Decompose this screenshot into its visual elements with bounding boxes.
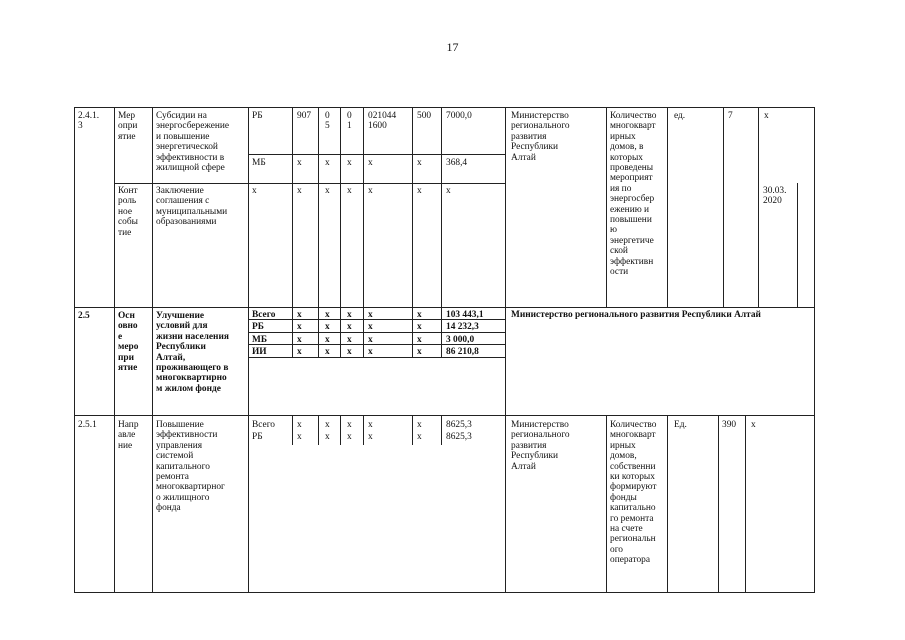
code-cell: х: [417, 420, 422, 430]
border-line: [441, 415, 442, 445]
border-line: [152, 107, 153, 593]
border-line: [797, 183, 798, 307]
border-line: [340, 107, 341, 307]
code-cell: х: [368, 158, 373, 168]
control-type: Конт роль ное собы тие: [118, 186, 138, 238]
row-type: Осн овно е меро при ятие: [118, 311, 139, 374]
code-cell: 0 1: [347, 111, 352, 132]
row-number: 2.5: [78, 311, 90, 321]
code-cell: х: [417, 347, 422, 357]
code-cell: х: [297, 420, 302, 430]
control-cell: х: [347, 186, 352, 196]
executor: Министерство регионального развития Республики Алтай: [511, 420, 570, 472]
code-cell: х: [325, 310, 330, 320]
code-cell: х: [347, 432, 352, 442]
code-cell: х: [325, 335, 330, 345]
code-cell: х: [325, 432, 330, 442]
border-line: [318, 307, 319, 357]
border-line: [340, 307, 341, 357]
code-cell: х: [368, 347, 373, 357]
executor: Министерство регионального развития Республики Алтай: [511, 111, 570, 163]
border-line: [292, 307, 293, 357]
border-line: [505, 107, 506, 593]
last-cell: х: [751, 420, 756, 430]
last-cell: х: [764, 111, 769, 121]
code-cell: х: [325, 420, 330, 430]
code-cell: х: [347, 335, 352, 345]
border-line: [745, 415, 746, 592]
row-number: 2.4.1. 3: [78, 111, 100, 132]
border-line: [606, 415, 607, 592]
border-line: [363, 107, 364, 307]
code-cell: х: [417, 335, 422, 345]
code-cell: 500: [417, 111, 432, 121]
control-cell: х: [368, 186, 373, 196]
code-cell: х: [347, 310, 352, 320]
code-cell: х: [347, 347, 352, 357]
indicator: Количество многокварт ирных домов, собственни ки которых формируют фонды капитально го ремонта на счете региональн ого оператора: [610, 420, 657, 566]
border-line: [363, 415, 364, 445]
code-cell: х: [297, 158, 302, 168]
amount-cell: 3 000,0: [446, 335, 475, 345]
control-cell: х: [325, 186, 330, 196]
target-value: 390: [722, 420, 737, 430]
border-line: [667, 107, 668, 307]
code-cell: х: [347, 420, 352, 430]
code-cell: х: [417, 432, 422, 442]
border-line: [114, 183, 505, 184]
funding-source: Всего: [252, 420, 275, 430]
code-cell: х: [368, 322, 373, 332]
border-line: [412, 307, 413, 357]
code-cell: х: [297, 310, 302, 320]
border-line: [718, 415, 719, 592]
control-date: 30.03. 2020: [763, 186, 787, 207]
amount-cell: 368,4: [446, 158, 468, 168]
funding-source: Всего: [252, 310, 276, 320]
border-line: [74, 107, 75, 593]
row-name: Повышение эффективности управления системой капитального ремонта многоквартирног о жилищного фонда: [156, 420, 225, 514]
code-cell: х: [368, 310, 373, 320]
border-line: [74, 592, 814, 593]
border-line: [318, 415, 319, 445]
amount-cell: 86 210,8: [446, 347, 479, 357]
row-name: Субсидии на энергосбережение и повышение энергетической эффективности в жилищной сфере: [156, 111, 230, 174]
amount-cell: 8625,3: [446, 432, 472, 442]
border-line: [248, 107, 249, 593]
code-cell: х: [325, 158, 330, 168]
border-line: [723, 107, 724, 307]
code-cell: х: [368, 432, 373, 442]
code-cell: х: [347, 158, 352, 168]
code-cell: х: [297, 335, 302, 345]
executor: Министерство регионального развития Республики Алтай: [511, 310, 761, 320]
code-cell: х: [347, 322, 352, 332]
control-cell: х: [446, 186, 451, 196]
target-value: 7: [728, 111, 733, 121]
row-name: Улучшение условий для жизни населения Республики Алтай, проживающего в многоквартирно м жилом фонде: [156, 311, 229, 394]
border-line: [441, 307, 442, 357]
funding-source: МБ: [252, 158, 266, 168]
border-line: [292, 107, 293, 307]
funding-source: ИИ: [252, 347, 267, 357]
border-line: [363, 307, 364, 357]
border-line: [412, 415, 413, 445]
indicator: Количество многокварт ирных домов, в которых проведены мероприят ия по энергосбер ежению и повышени ю энергетиче ской эффективн ости: [610, 111, 657, 278]
amount-cell: 8625,3: [446, 420, 472, 430]
control-name: Заключение соглашения с муниципальными образованиями: [156, 186, 228, 228]
border-line: [667, 415, 668, 592]
row-type: Напр авле ние: [118, 420, 139, 451]
control-cell: х: [417, 186, 422, 196]
border-line: [74, 415, 814, 416]
border-line: [114, 107, 115, 593]
code-cell: х: [297, 347, 302, 357]
code-cell: 0 5: [325, 111, 330, 132]
unit: ед.: [674, 111, 686, 121]
funding-source: РБ: [252, 322, 264, 332]
code-cell: х: [325, 322, 330, 332]
funding-source: РБ: [252, 111, 263, 121]
border-line: [248, 154, 505, 155]
control-cell: х: [297, 186, 302, 196]
border-line: [814, 107, 815, 593]
border-line: [74, 307, 814, 308]
code-cell: х: [417, 310, 422, 320]
code-cell: х: [368, 420, 373, 430]
row-type: Мер опри ятие: [118, 111, 138, 142]
code-cell: х: [417, 158, 422, 168]
row-number: 2.5.1: [78, 420, 97, 430]
amount-cell: 7000,0: [446, 111, 472, 121]
funding-source: МБ: [252, 335, 268, 345]
amount-cell: 14 232,3: [446, 322, 479, 332]
code-cell: 021044 1600: [368, 111, 397, 132]
border-line: [606, 107, 607, 307]
border-line: [412, 107, 413, 307]
control-cell: х: [252, 186, 257, 196]
border-line: [318, 107, 319, 307]
border-line: [292, 415, 293, 445]
code-cell: х: [325, 347, 330, 357]
code-cell: 907: [297, 111, 312, 121]
code-cell: х: [368, 335, 373, 345]
code-cell: х: [297, 322, 302, 332]
funding-source: РБ: [252, 432, 263, 442]
border-line: [441, 107, 442, 307]
code-cell: х: [297, 432, 302, 442]
border-line: [340, 415, 341, 445]
border-line: [758, 107, 759, 307]
amount-cell: 103 443,1: [446, 310, 484, 320]
code-cell: х: [417, 322, 422, 332]
page-number: 17: [446, 40, 459, 54]
unit: Ед.: [674, 420, 687, 430]
border-line: [74, 107, 814, 108]
